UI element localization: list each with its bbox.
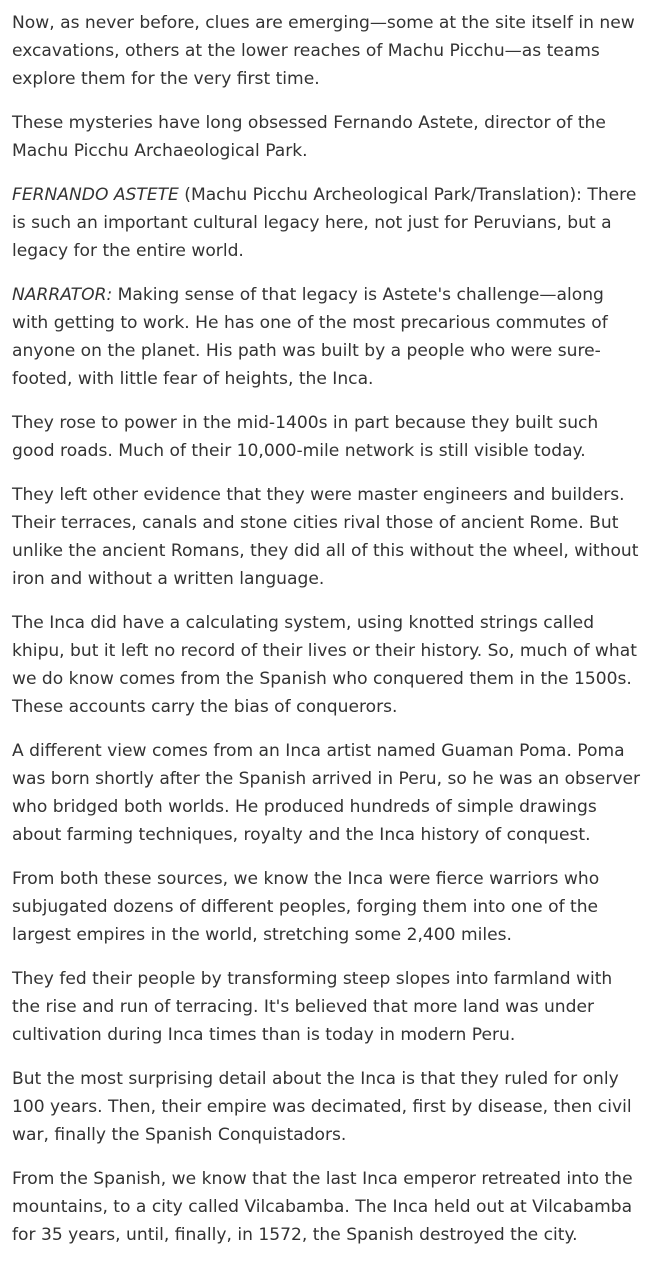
paragraph-text: They rose to power in the mid-1400s in part because they built such good roads. Much of their 10,000-mile network is still visible today.: [12, 413, 599, 461]
paragraph-text: From the Spanish, we know that the last Inca emperor retreated into the mountains, to a city called Vilcabamba. The Inca held out at Vilcabamba for 35 years, until, finally, in 1572, the Spanish destroyed the city.: [12, 1169, 633, 1245]
paragraph: [12, 181, 642, 265]
paragraph-text: (Machu Picchu Archeological Park/Translation): There is such an important cultural legacy here, not just for Peruvians, but a legacy for the entire world.: [12, 185, 637, 261]
paragraph: [12, 409, 642, 465]
paragraph: [12, 109, 642, 165]
paragraph-text: They fed their people by transforming steep slopes into farmland with the rise and run of terracing. It's believed that more land was under cultivation during Inca times than is today in modern Peru.: [12, 969, 613, 1045]
paragraph-text: But the most surprising detail about the Inca is that they ruled for only 100 years. Then, their empire was decimated, first by disease, then civil war, finally the Spanish Conquistadors.: [12, 1069, 632, 1145]
paragraph-text: Now, as never before, clues are emerging—some at the site itself in new excavations, others at the lower reaches of Machu Picchu—as teams explore them for the very first time.: [12, 13, 635, 89]
article-body: [12, 9, 642, 1265]
paragraph-text: Making sense of that legacy is Astete's challenge—along with getting to work. He has one of the most precarious commutes of anyone on the planet. His path was built by a people who were sure-footed, with little fear of heights, the Inca.: [12, 285, 608, 389]
paragraph: [12, 481, 642, 593]
paragraph: [12, 281, 642, 393]
paragraph: [12, 737, 642, 849]
paragraph: [12, 865, 642, 949]
speaker-name: FERNANDO ASTETE: [12, 185, 179, 205]
paragraph-text: A different view comes from an Inca artist named Guaman Poma. Poma was born shortly after the Spanish arrived in Peru, so he was an observer who bridged both worlds. He produced hundreds of simple drawings about farming techniques, royalty and the Inca history of conquest.: [12, 741, 641, 845]
paragraph: [12, 1065, 642, 1149]
paragraph: [12, 609, 642, 721]
paragraph-text: The Inca did have a calculating system, using knotted strings called khipu, but it left no record of their lives or their history. So, much of what we do know comes from the Spanish who conquered them in the 1500s. These accounts carry the bias of conquerors.: [12, 613, 637, 717]
paragraph-text: They left other evidence that they were master engineers and builders. Their terraces, canals and stone cities rival those of ancient Rome. But unlike the ancient Romans, they did all of this without the wheel, without iron and without a written language.: [12, 485, 639, 589]
paragraph: [12, 9, 642, 93]
paragraph-text: These mysteries have long obsessed Fernando Astete, director of the Machu Picchu Archaeological Park.: [12, 113, 606, 161]
paragraph: [12, 965, 642, 1049]
paragraph: [12, 1165, 642, 1249]
paragraph-text: From both these sources, we know the Inca were fierce warriors who subjugated dozens of different peoples, forging them into one of the largest empires in the world, stretching some 2,400 miles.: [12, 869, 600, 945]
speaker-name: NARRATOR:: [12, 285, 113, 305]
